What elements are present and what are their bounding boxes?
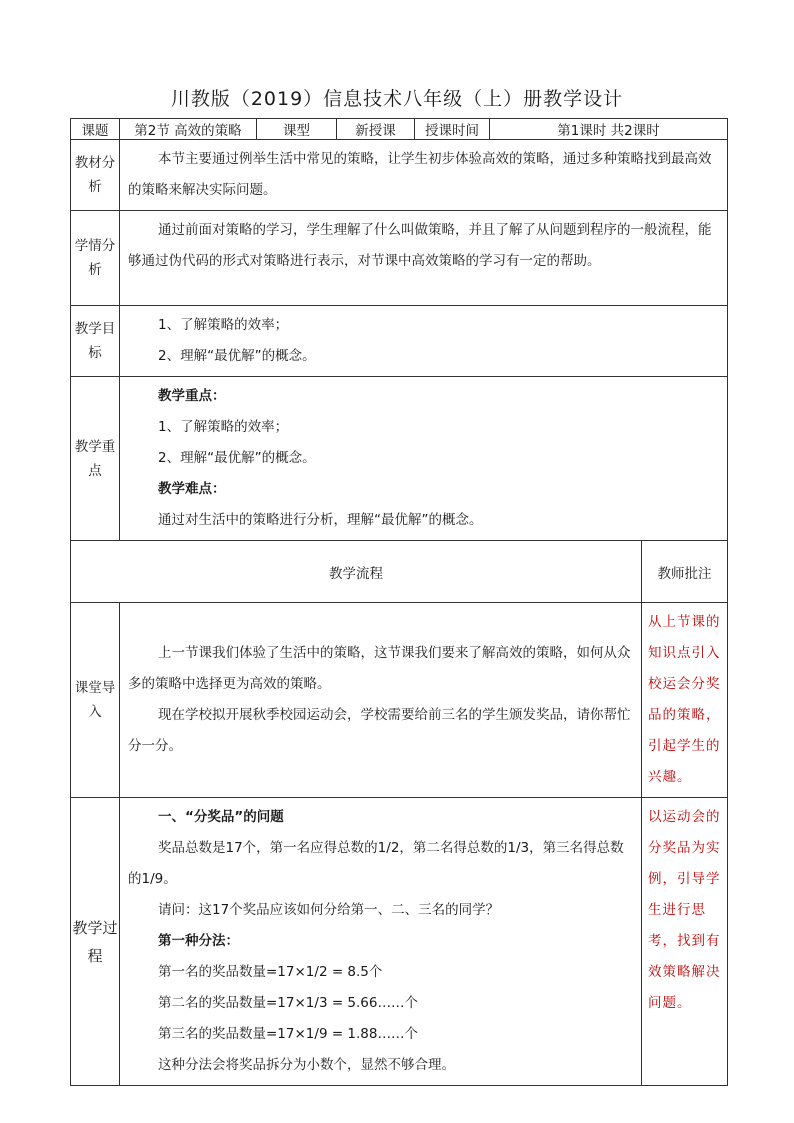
- method-line: 第三名的奖品数量=17×1/9 = 1.88……个: [158, 1026, 418, 1042]
- goal-item: 1、了解策略的效率；: [158, 317, 289, 333]
- process-label: 教学过程: [71, 798, 120, 1086]
- time-value: 第1课时 共2课时: [490, 119, 728, 140]
- process-question: 请问：这17个奖品应该如何分给第一、二、三名的同学？: [158, 902, 500, 918]
- label-topic: 课题: [71, 119, 120, 140]
- header-row: [71, 119, 728, 140]
- process-heading: 一、“分奖品”的问题: [158, 809, 284, 825]
- students-row: [71, 211, 728, 306]
- process-teacher-note: 以运动会的分奖品为实例，引导学生进行思考，找到有效策略解决问题。: [642, 798, 728, 1086]
- type-value: 新授课: [337, 119, 415, 140]
- students-text: 通过前面对策略的学习，学生理解了什么叫做策略，并且了解了从问题到程序的一般流程，能够通过伪代码的形式对策略进行表示，对节课中高效策略的学习有一定的帮助。: [128, 222, 712, 269]
- intro-teacher-note: 从上节课的知识点引入校运会分奖品的策略，引起学生的兴趣。: [642, 603, 728, 798]
- key-item: 2、理解“最优解”的概念。: [158, 450, 316, 466]
- flow-header-row: [71, 541, 728, 603]
- method-conclusion: 这种分法会将奖品拆分为小数个，显然不够合理。: [158, 1057, 455, 1073]
- notes-header: 教师批注: [642, 541, 728, 603]
- key-item: 1、了解策略的效率；: [158, 419, 289, 435]
- intro-paragraph: 上一节课我们体验了生活中的策略，这节课我们要来了解高效的策略，如何从众多的策略中选择更为高效的策略。: [128, 645, 631, 692]
- goals-label: 教学目标: [71, 306, 120, 377]
- label-time: 授课时间: [415, 119, 490, 140]
- difficulty-title: 教学难点：: [158, 481, 226, 497]
- material-text: 本节主要通过例举生活中常见的策略，让学生初步体验高效的策略，通过多种策略找到最高效的策略来解决实际问题。: [128, 151, 712, 198]
- method-title: 第一种分法：: [158, 933, 239, 949]
- intro-paragraph: 现在学校拟开展秋季校园运动会，学校需要给前三名的学生颁发奖品，请你帮忙分一分。: [128, 707, 631, 754]
- goal-item: 2、理解“最优解”的概念。: [158, 348, 316, 364]
- intro-label: 课堂导入: [71, 603, 120, 798]
- process-paragraph: 奖品总数是17个，第一名应得总数的1/2，第二名得总数的1/3，第三名得总数的1/9。: [128, 840, 624, 887]
- key-title: 教学重点：: [158, 388, 226, 404]
- method-line: 第一名的奖品数量=17×1/2 = 8.5个: [158, 964, 383, 980]
- keypoints-label: 教学重点: [71, 377, 120, 541]
- students-label: 学情分析: [71, 211, 120, 306]
- label-type: 课型: [257, 119, 337, 140]
- material-label: 教材分析: [71, 140, 120, 211]
- lesson-plan-table: [70, 118, 728, 1086]
- intro-row: [71, 603, 728, 798]
- difficulty-text: 通过对生活中的策略进行分析，理解“最优解”的概念。: [158, 512, 483, 528]
- material-row: [71, 140, 728, 211]
- document-title: 川教版（2019）信息技术八年级（上）册教学设计: [170, 88, 624, 110]
- method-line: 第二名的奖品数量=17×1/3 = 5.66……个: [158, 995, 418, 1011]
- keypoints-row: [71, 377, 728, 541]
- goals-row: [71, 306, 728, 377]
- flow-header: 教学流程: [71, 541, 642, 603]
- topic-value: 第2节 高效的策略: [120, 119, 257, 140]
- process-row: [71, 798, 728, 1086]
